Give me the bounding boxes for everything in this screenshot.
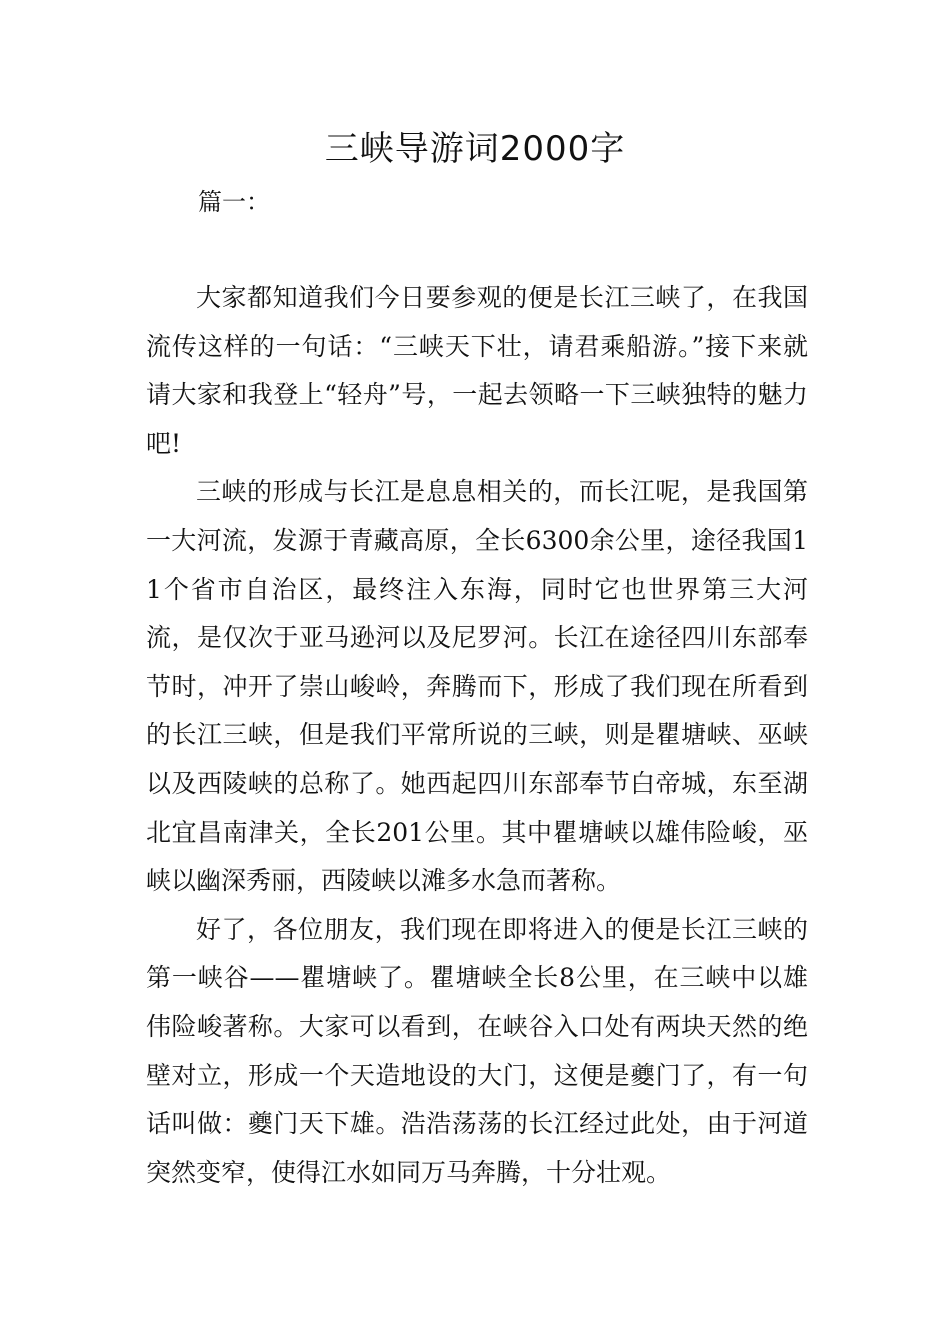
paragraph-1: 大家都知道我们今日要参观的便是长江三峡了，在我国流传这样的一句话：“三峡天下壮，请君乘船游。”接下来就请大家和我登上“轻舟”号，一起去领略一下三峡独特的魅力吧! (146, 283, 808, 458)
paragraph-2: 三峡的形成与长江是息息相关的，而长江呢，是我国第一大河流，发源于青藏高原，全长6300余公里，途径我国11个省市自治区，最终注入东海，同时它也世界第三大河流，是仅次于亚马逊河以及尼罗河。长江在途径四川东部奉节时，冲开了崇山峻岭，奔腾而下，形成了我们现在所看到的长江三峡，但是我们平常所说的三峡，则是瞿塘峡、巫峡以及西陵峡的总称了。她西起四川东部奉节白帝城，东至湖北宜昌南津关，全长201公里。其中瞿塘峡以雄伟险峻，巫峡以幽深秀丽，西陵峡以滩多水急而著称。 (146, 477, 808, 896)
section-label: 篇一： (198, 188, 270, 216)
document-title: 三峡导游词2000字 (324, 129, 626, 169)
document-body (146, 274, 808, 1197)
paragraph-3: 好了，各位朋友，我们现在即将进入的便是长江三峡的第一峡谷——瞿塘峡了。瞿塘峡全长8公里，在三峡中以雄伟险峻著称。大家可以看到，在峡谷入口处有两块天然的绝壁对立，形成一个天造地设的大门，这便是夔门了，有一句话叫做：夔门天下雄。浩浩荡荡的长江经过此处，由于河道突然变窄，使得江水如同万马奔腾，十分壮观。 (146, 914, 808, 1187)
